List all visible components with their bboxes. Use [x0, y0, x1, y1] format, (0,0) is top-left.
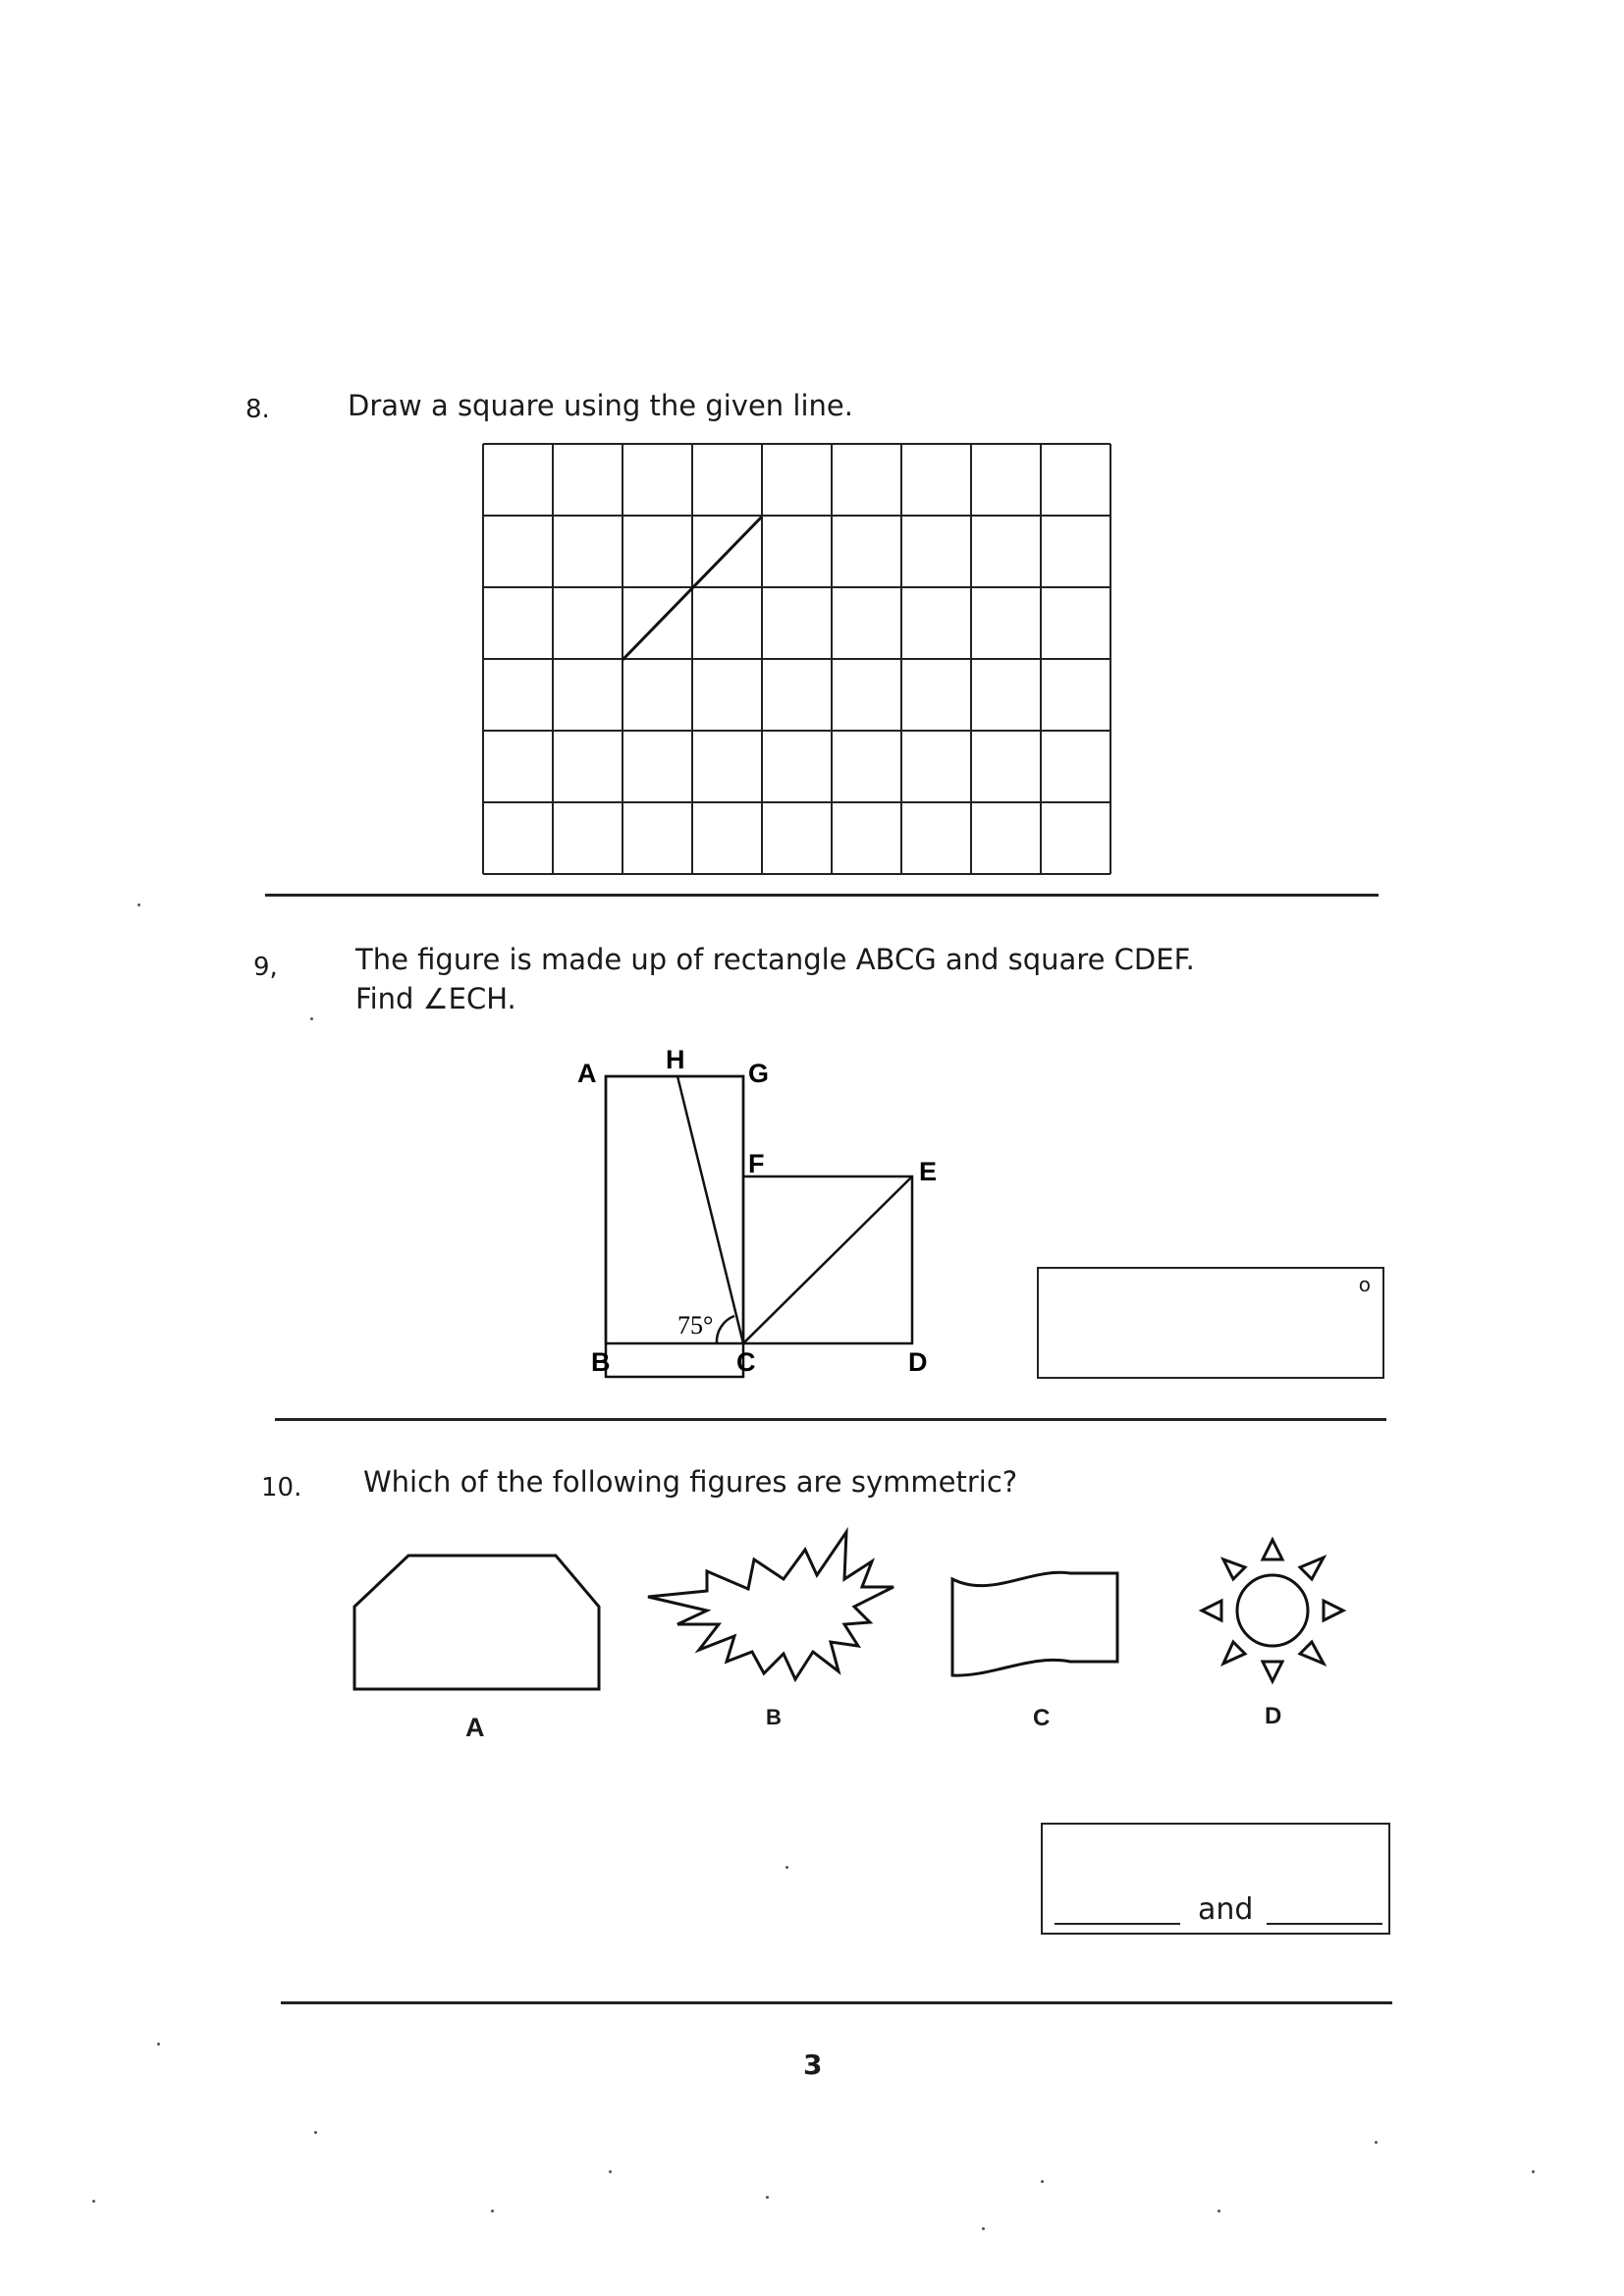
shape-label-a: A: [465, 1713, 485, 1742]
scan-speck: [310, 1017, 313, 1020]
shape-c-flag: [943, 1559, 1119, 1707]
q8-divider: [265, 894, 1379, 897]
scan-speck: [1041, 2180, 1044, 2183]
label-g: G: [748, 1059, 770, 1088]
label-a: A: [577, 1059, 597, 1088]
label-d: D: [908, 1347, 928, 1377]
scan-speck: [982, 2227, 985, 2230]
q8-question-text: Draw a square using the given line.: [348, 389, 853, 422]
scan-speck: [1532, 2170, 1535, 2173]
scan-speck: [1218, 2210, 1220, 2213]
page-number: 3: [803, 2049, 823, 2081]
shape-label-c: C: [1033, 1705, 1051, 1731]
answer-blank-1[interactable]: [1055, 1923, 1180, 1925]
shape-label-b: B: [766, 1705, 782, 1729]
scan-speck: [92, 2200, 95, 2203]
q9-geometry-figure: [569, 1041, 938, 1377]
q10-question-text: Which of the following figures are symmetric?: [363, 1465, 1018, 1499]
q10-answer-box[interactable]: [1041, 1823, 1390, 1935]
label-h: H: [666, 1045, 685, 1074]
scan-speck: [766, 2196, 769, 2199]
label-f: F: [748, 1149, 765, 1178]
scan-speck: [785, 1866, 788, 1869]
q10-number: 10.: [261, 1473, 302, 1503]
shape-b-starburst: [638, 1522, 903, 1709]
q10-divider: [281, 2001, 1392, 2004]
q8-grid-figure[interactable]: [481, 440, 1129, 892]
label-b: B: [591, 1347, 611, 1377]
q9-question-line2: Find ∠ECH.: [355, 982, 516, 1015]
q9-number: 9,: [253, 953, 278, 982]
q9-question-line1: The figure is made up of rectangle ABCG and square CDEF.: [355, 943, 1195, 976]
scan-speck: [1375, 2141, 1378, 2144]
angle-arc: [717, 1316, 734, 1343]
q9-degree-unit: o: [1358, 1273, 1371, 1296]
answer-blank-2[interactable]: [1267, 1923, 1382, 1925]
shape-a: [350, 1552, 605, 1699]
answer-connector: and: [1198, 1892, 1254, 1927]
label-c: C: [736, 1347, 756, 1377]
scan-speck: [314, 2131, 317, 2134]
line-ch: [677, 1076, 743, 1343]
scan-speck: [491, 2210, 494, 2213]
shape-label-d: D: [1265, 1703, 1282, 1729]
q9-answer-box[interactable]: [1037, 1267, 1384, 1379]
angle-label: 75°: [677, 1311, 714, 1339]
rectangle-abcg: [606, 1076, 743, 1377]
q8-number: 8.: [245, 395, 270, 424]
label-e: E: [919, 1157, 938, 1186]
line-ce: [743, 1176, 912, 1343]
scan-speck: [157, 2043, 160, 2046]
shape-d-sun: [1194, 1532, 1351, 1689]
scan-speck: [137, 903, 140, 906]
q9-divider: [275, 1418, 1386, 1421]
scan-speck: [609, 2170, 612, 2173]
